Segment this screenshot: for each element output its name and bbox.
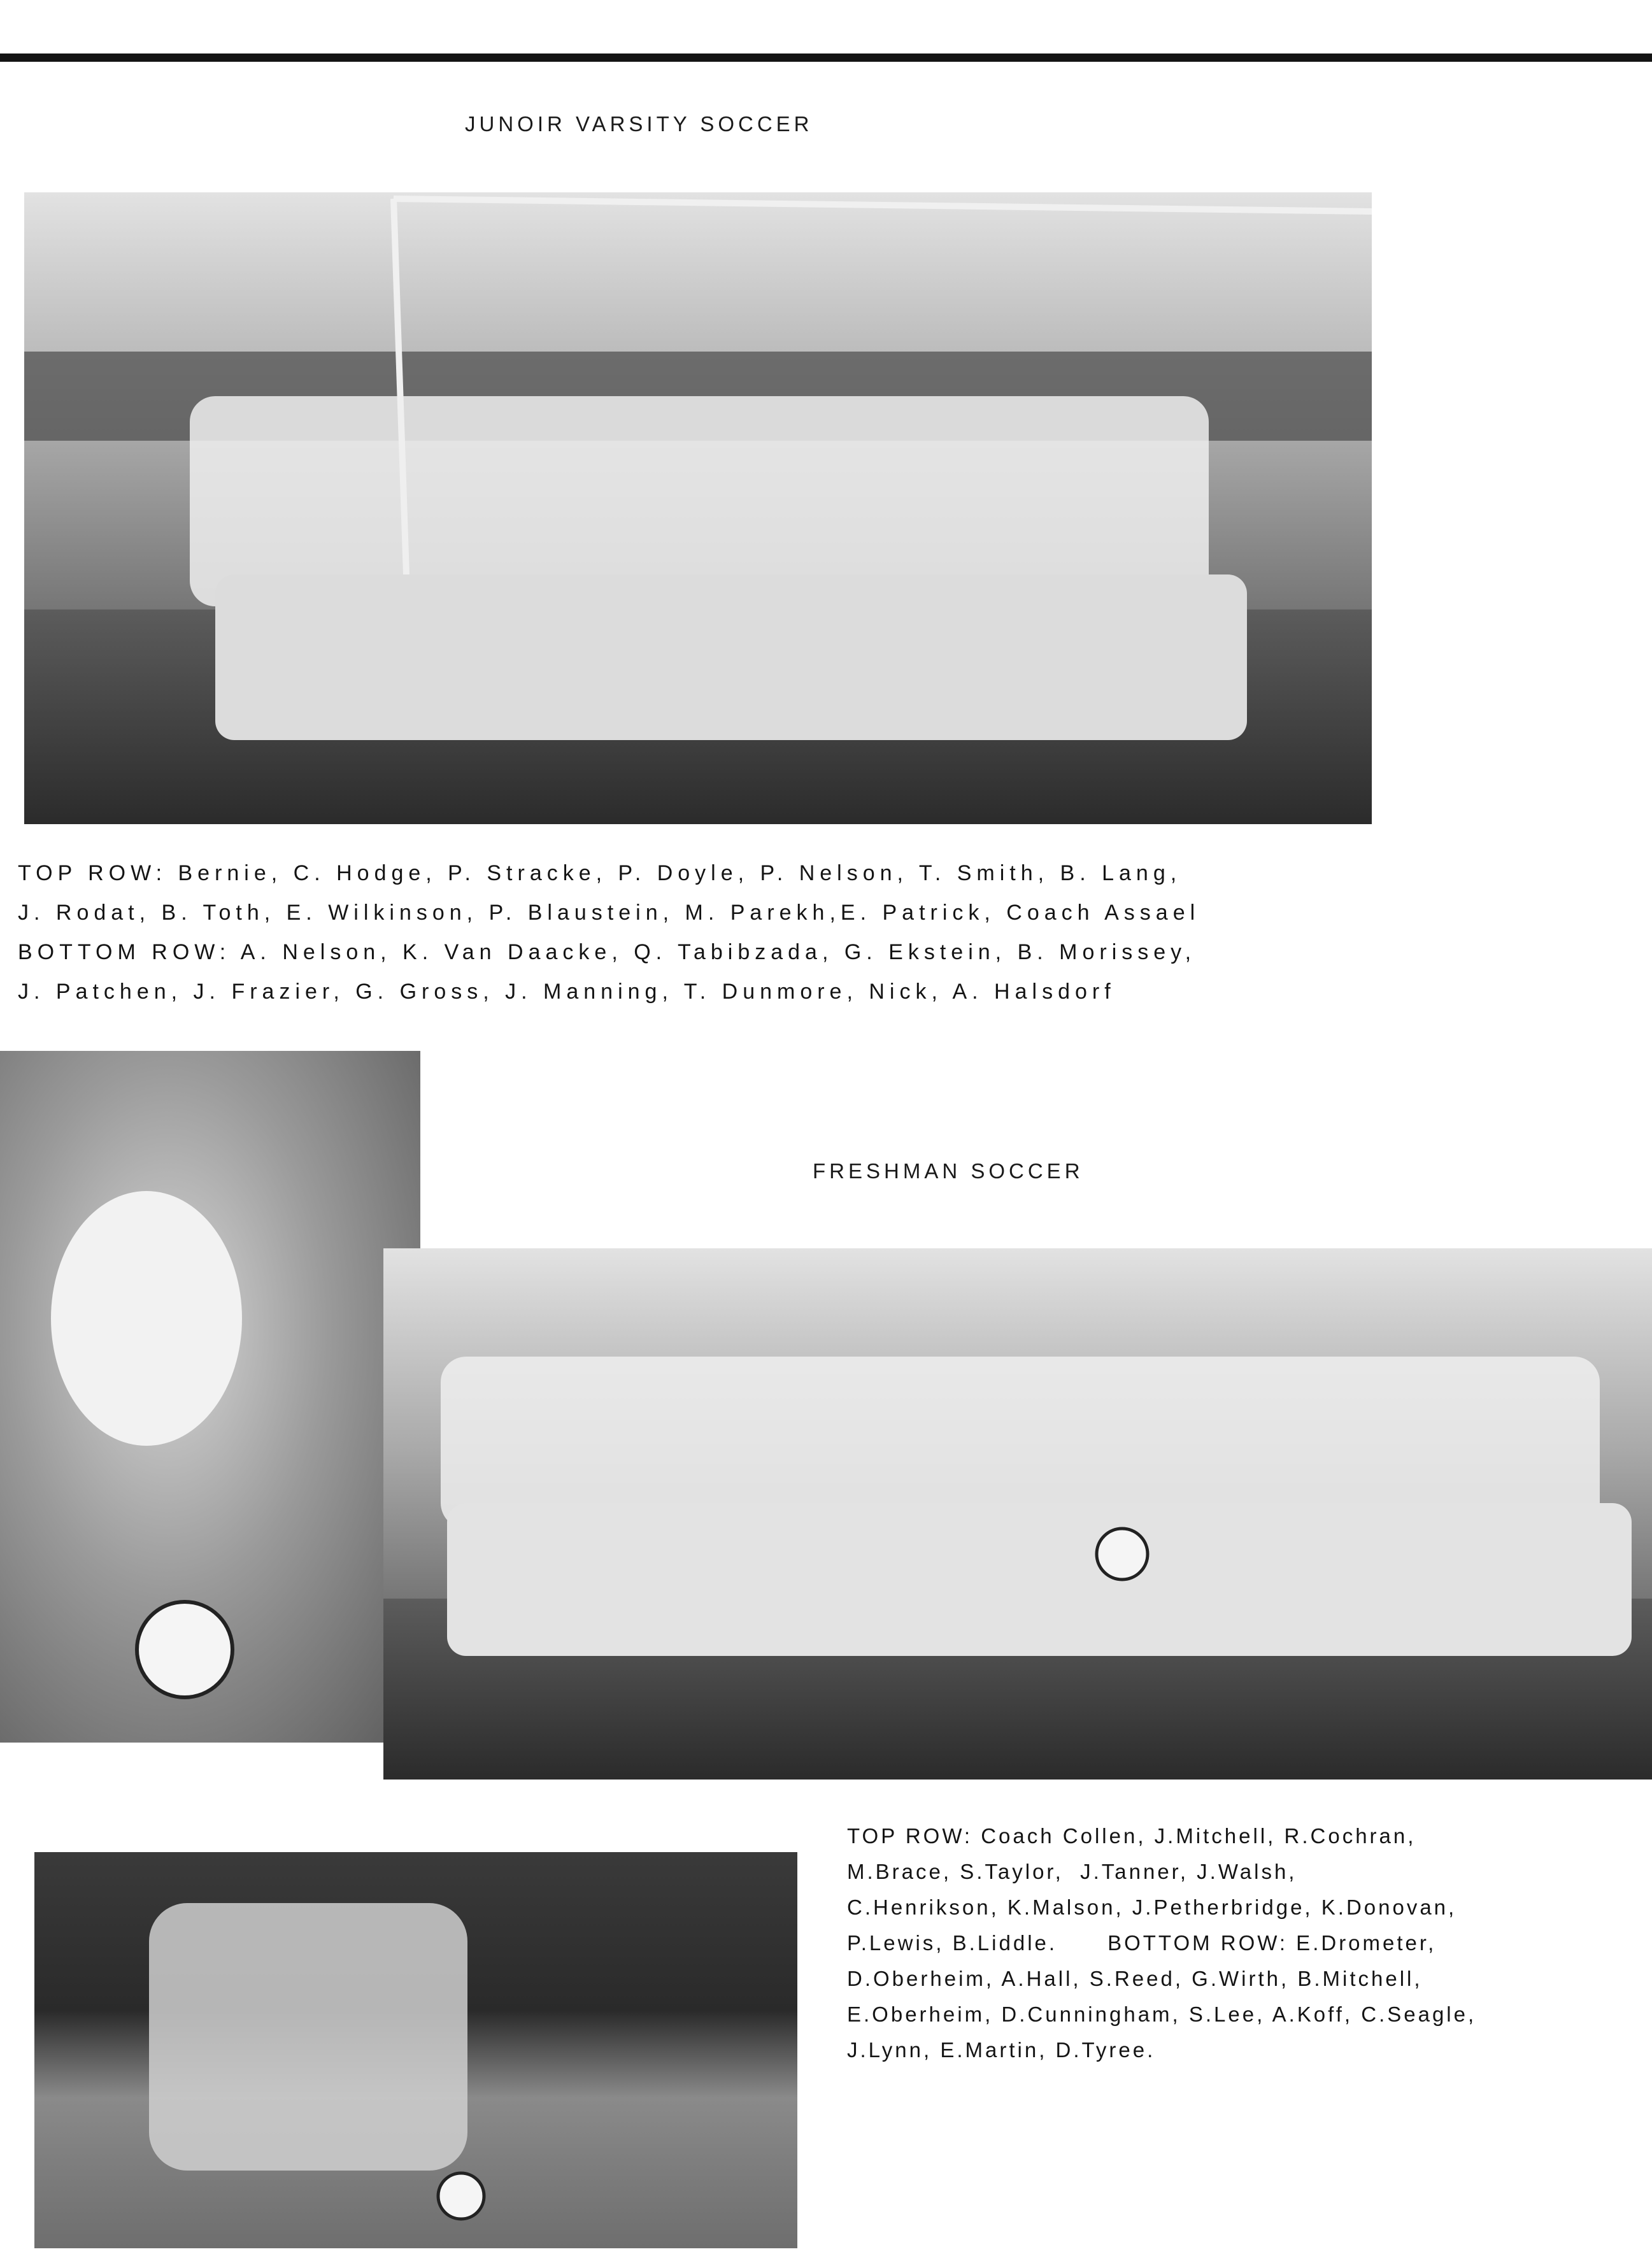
- freshman-caption-line-3: C.Henrikson, K.Malson, J.Petherbridge, K.Donovan,: [847, 1895, 1457, 1919]
- jv-caption-line-4: J. Patchen, J. Frazier, G. Gross, J. Manning, T. Dunmore, Nick, A. Halsdorf: [18, 980, 1116, 1004]
- jv-team-photo: [24, 192, 1372, 824]
- action-photo-dribbling: [0, 1051, 420, 1743]
- jv-caption-line-3: BOTTOM ROW: A. Nelson, K. Van Daacke, Q. Tabibzada, G. Ekstein, B. Morissey,: [18, 940, 1197, 964]
- jv-title: JUNOIR VARSITY SOCCER: [465, 112, 813, 136]
- jv-caption-line-2: J. Rodat, B. Toth, E. Wilkinson, P. Blaustein, M. Parekh,E. Patrick, Coach Assael: [18, 901, 1200, 925]
- jv-caption-line-1: TOP ROW: Bernie, C. Hodge, P. Stracke, P. Doyle, P. Nelson, T. Smith, B. Lang,: [18, 861, 1182, 885]
- freshman-caption-line-1: TOP ROW: Coach Collen, J.Mitchell, R.Cochran,: [847, 1824, 1416, 1848]
- action-photo-game: [34, 1852, 797, 2248]
- freshman-team-photo: [383, 1248, 1652, 1780]
- jv-photo-illustration: [24, 192, 1372, 824]
- freshman-title: FRESHMAN SOCCER: [813, 1159, 1084, 1183]
- game-photo-illustration: [34, 1852, 797, 2248]
- freshman-caption-line-5: D.Oberheim, A.Hall, S.Reed, G.Wirth, B.Mitchell,: [847, 1967, 1423, 1990]
- freshman-photo-illustration: [383, 1248, 1652, 1780]
- action-photo-illustration: [0, 1051, 420, 1743]
- freshman-caption-line-7: J.Lynn, E.Martin, D.Tyree.: [847, 2038, 1156, 2062]
- freshman-caption-line-6: E.Oberheim, D.Cunningham, S.Lee, A.Koff, C.Seagle,: [847, 2002, 1477, 2026]
- top-rule: [0, 53, 1652, 62]
- freshman-caption-line-2: M.Brace, S.Taylor, J.Tanner, J.Walsh,: [847, 1860, 1297, 1883]
- freshman-caption-line-4: P.Lewis, B.Liddle. BOTTOM ROW: E.Drometer,: [847, 1931, 1437, 1955]
